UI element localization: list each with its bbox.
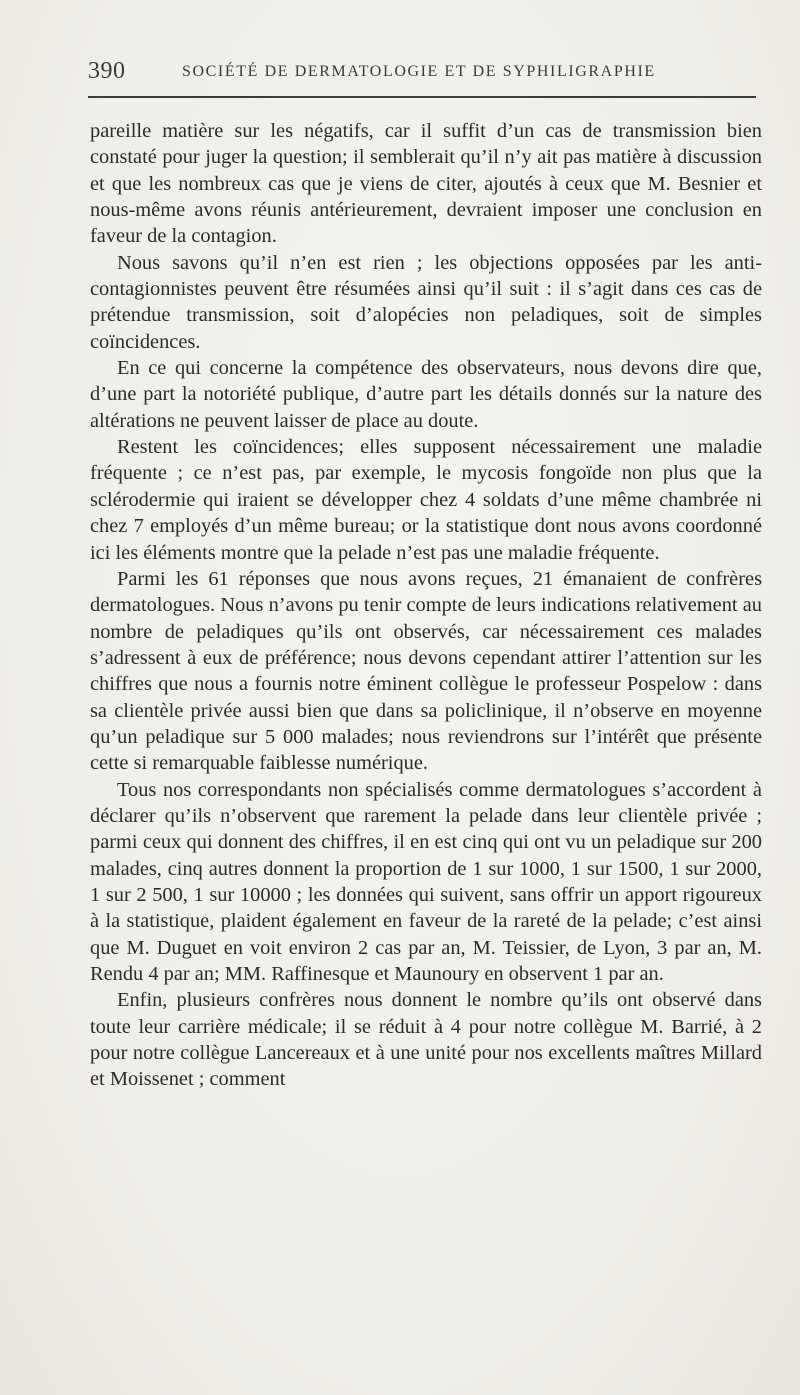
body-text [90, 118, 762, 1093]
running-head: SOCIÉTÉ DE DERMATOLOGIE ET DE SYPHILIGRAPHIE [182, 63, 656, 80]
paragraph-2: Nous savons qu’il n’en est rien ; les objections opposées par les anti-contagionnistes peuvent être résumées ainsi qu’il suit : il s’agit dans ces cas de prétendue transmission, soit d’alopécies non peladiques, soit de simples coïncidences. [90, 251, 762, 353]
paragraph-1: pareille matière sur les négatifs, car il suffit d’un cas de transmission bien constaté pour juger la question; il semblerait qu’il n’y ait pas matière à discussion et que les nombreux cas que je viens de citer, ajoutés à ceux que M. Besnier et nous-même avons réunis antérieurement, devraient imposer une conclusion en faveur de la contagion. [90, 120, 762, 248]
header-rule [88, 96, 756, 98]
page-header [88, 58, 760, 88]
paragraph-6: Tous nos correspondants non spécialisés comme dermatologues s’accordent à déclarer qu’ils n’observent que rarement la pelade dans leur clientèle privée ; parmi ceux qui donnent des chiffres, il en est cinq qui ont vu un peladique sur 200 malades, cinq autres donnent la proportion de 1 sur 1000, 1 sur 1500, 1 sur 2000, 1 sur 2 500, 1 sur 10000 ; les données qui suivent, sans offrir un apport rigoureux à la statistique, plaident également en faveur de la rareté de la pelade; c’est ainsi que M. Duguet en voit environ 2 cas par an, M. Teissier, de Lyon, 3 par an, M. Rendu 4 par an; MM. Raffinesque et Maunoury en observent 1 par an. [90, 778, 762, 985]
paragraph-7: Enfin, plusieurs confrères nous donnent le nombre qu’ils ont observé dans toute leur carrière médicale; il se réduit à 4 pour notre collègue M. Barrié, à 2 pour notre collègue Lancereaux et à une unité pour nos excellents maîtres Millard et Moissenet ; comment [90, 989, 762, 1091]
paragraph-4: Restent les coïncidences; elles supposent nécessairement une maladie fréquente ; ce n’est pas, par exemple, le mycosis fongoïde non plus que la sclérodermie qui iraient se développer chez 4 soldats d’une même chambrée ni chez 7 employés d’un même bureau; or la statistique dont nous avons coordonné ici les éléments montre que la pelade n’est pas une maladie fréquente. [90, 436, 762, 564]
page-number: 390 [88, 58, 126, 84]
paragraph-5: Parmi les 61 réponses que nous avons reçues, 21 émanaient de confrères dermatologues. Nous n’avons pu tenir compte de leurs indications relativement au nombre de peladiques qu’ils ont observés, car nécessairement ces malades s’adressent à eux de préférence; nous devons cependant attirer l’attention sur les chiffres que nous a fournis notre éminent collègue le professeur Pospelow : dans sa clientèle privée aussi bien que dans sa policlinique, il n’observe en moyenne qu’un peladique sur 5 000 malades; nous reviendrons sur l’intérêt que présente cette si remarquable faiblesse numérique. [90, 567, 762, 775]
paragraph-3: En ce qui concerne la compétence des observateurs, nous devons dire que, d’une part la notoriété publique, d’autre part les détails donnés sur la nature des altérations ne peuvent laisser de place au doute. [90, 357, 762, 432]
